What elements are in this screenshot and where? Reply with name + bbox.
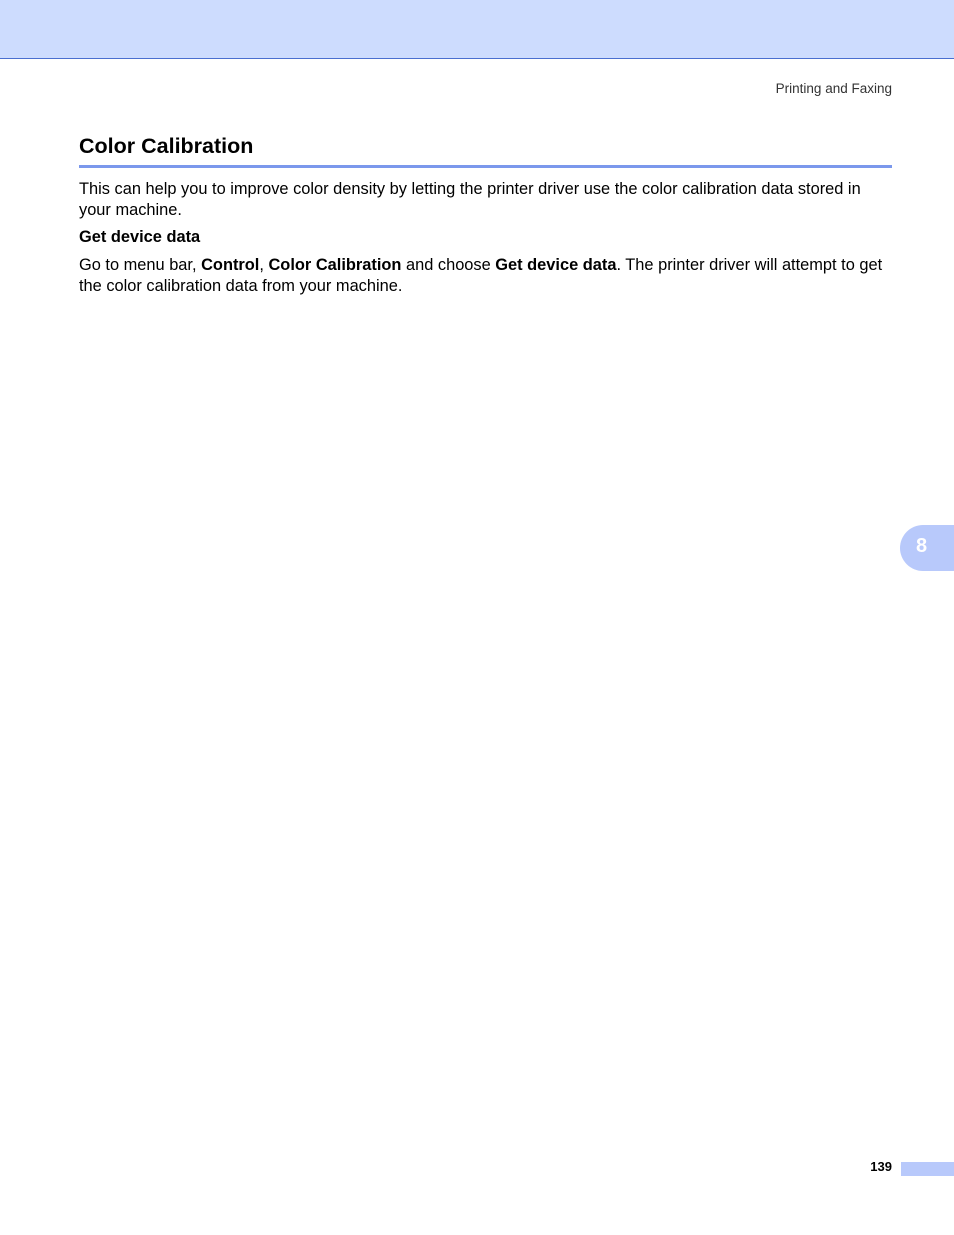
footer-bar [901, 1162, 954, 1176]
chapter-number: 8 [916, 535, 928, 557]
intro-paragraph: This can help you to improve color density by letting the printer driver use the color calibration data stored in your machine. [79, 180, 861, 219]
instruction-paragraph [79, 255, 892, 297]
menu-control: Control [201, 256, 260, 274]
header-band [0, 0, 954, 59]
section-title: Color Calibration [79, 134, 254, 158]
page-number: 139 [870, 1159, 892, 1174]
chapter-tab [900, 525, 954, 571]
title-underline [79, 165, 892, 168]
instruction-text: . The printer driver will attempt to get the color calibration data from your machine. [79, 256, 883, 295]
menu-get-device-data: Get device data [495, 256, 617, 274]
menu-color-calibration: Color Calibration [268, 256, 402, 274]
instruction-text: , [259, 256, 269, 274]
subheading-get-device-data: Get device data [79, 228, 201, 246]
instruction-text: Go to menu bar, [79, 256, 202, 274]
running-header: Printing and Faxing [775, 81, 892, 96]
instruction-text: and choose [401, 256, 496, 274]
